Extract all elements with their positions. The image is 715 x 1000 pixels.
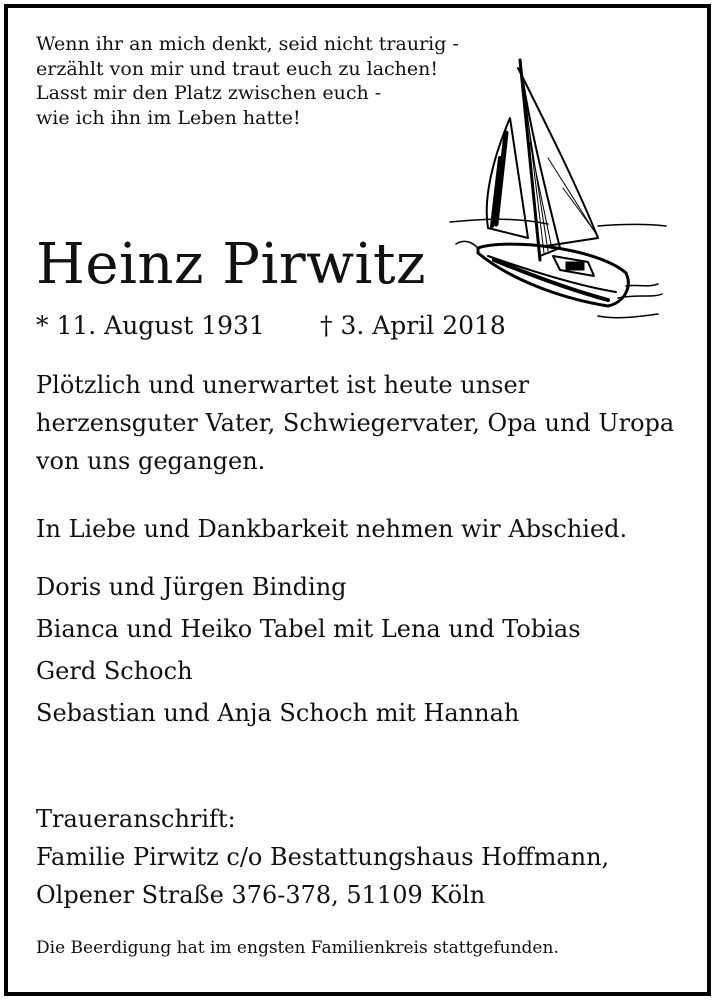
death-date: † 3. April 2018: [320, 311, 506, 340]
mourner-entry: Sebastian und Anja Schoch mit Hannah: [36, 699, 520, 727]
death-message: Plötzlich und unerwartet ist heute unser herzensguter Vater, Schwiegervater, Opa und Uropa von uns gegangen.: [36, 371, 675, 475]
poem-line: wie ich ihn im Leben hatte!: [36, 106, 301, 129]
address-line: Familie Pirwitz c/o Bestattungshaus Hoffmann,: [36, 843, 610, 871]
mourners-list: [36, 566, 581, 734]
mourning-address: [36, 800, 609, 914]
mourner-entry: Doris und Jürgen Binding: [36, 573, 347, 601]
birth-date: * 11. August 1931: [36, 311, 265, 340]
deceased-name: Heinz Pirwitz: [36, 232, 426, 297]
mourner-entry: Gerd Schoch: [36, 657, 193, 685]
farewell-text: In Liebe und Dankbarkeit nehmen wir Abschied.: [36, 515, 628, 543]
funeral-note: Die Beerdigung hat im engsten Familienkreis stattgefunden.: [36, 938, 559, 958]
poem-line: erzählt von mir und traut euch zu lachen!: [36, 57, 439, 80]
poem-line: Lasst mir den Platz zwischen euch -: [36, 82, 382, 104]
life-dates: [36, 310, 506, 342]
poem-line: Wenn ihr an mich denkt, seid nicht traurig -: [36, 33, 459, 55]
address-label: Traueranschrift:: [36, 805, 236, 833]
sailboat-icon: [448, 48, 668, 333]
mourner-entry: Bianca und Heiko Tabel mit Lena und Tobias: [36, 615, 581, 643]
address-line: Olpener Straße 376-378, 51109 Köln: [36, 881, 486, 909]
poem: [36, 32, 459, 130]
